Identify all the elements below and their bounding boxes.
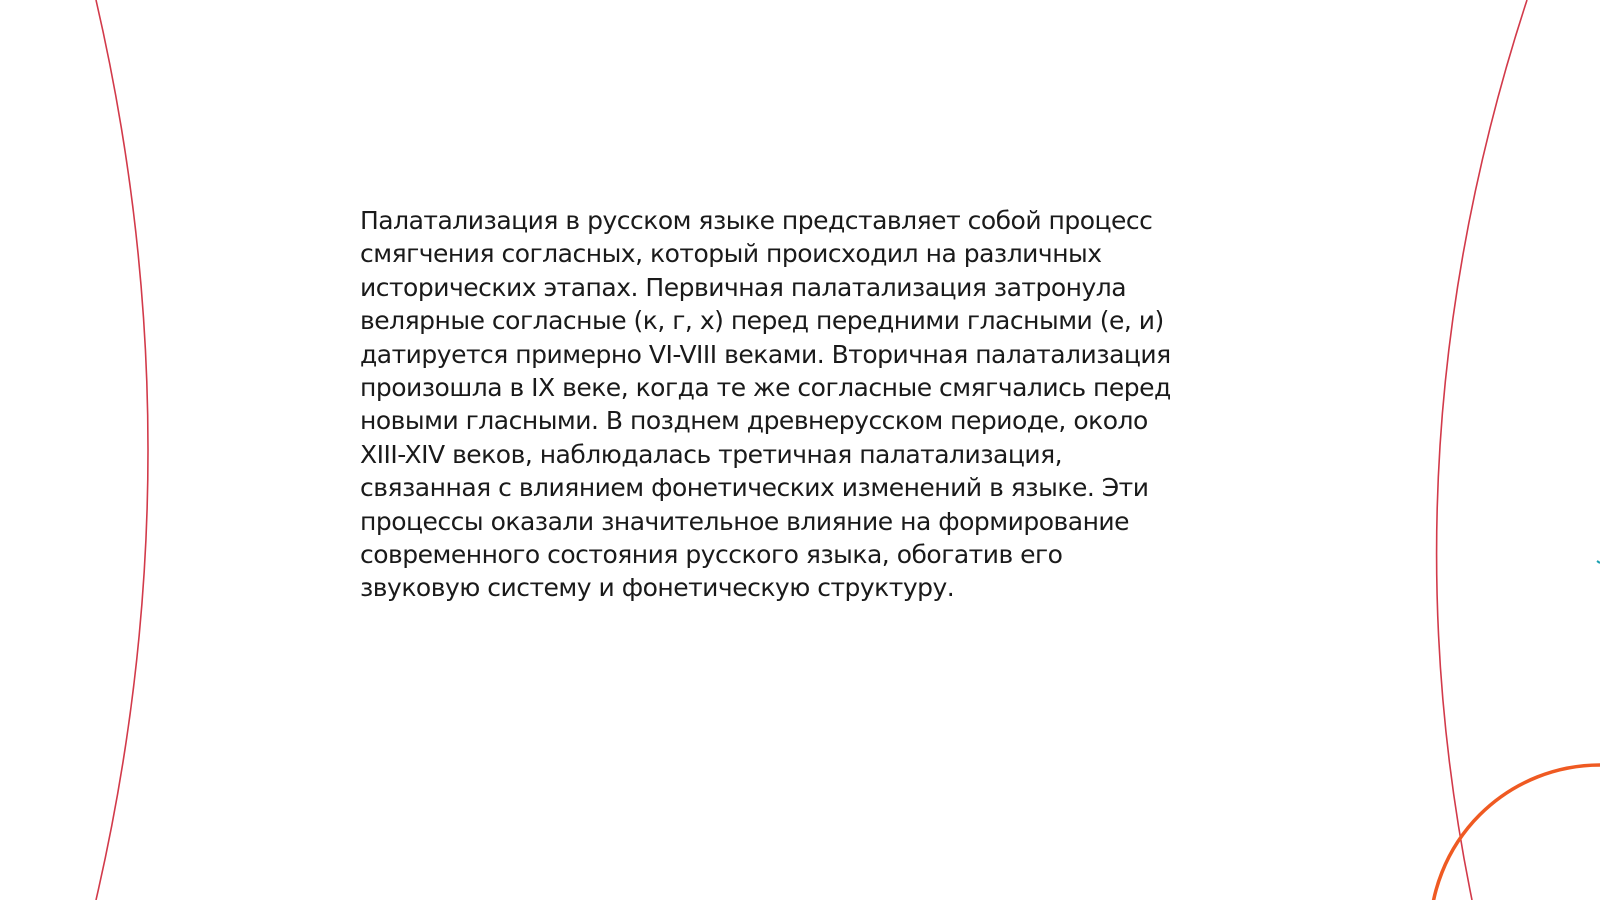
paragraph-line: современного состояния русского языка, обогатив его xyxy=(360,540,1063,570)
body-paragraph xyxy=(360,204,1260,605)
right-arc-decoration xyxy=(1437,0,1527,900)
left-arc-decoration xyxy=(96,0,148,900)
paragraph-line: связанная с влиянием фонетических изменений в языке. Эти xyxy=(360,473,1149,503)
paragraph-line: звуковую систему и фонетическую структуру. xyxy=(360,573,955,603)
paragraph-line: датируется примерно VI-VIII веками. Вторичная палатализация xyxy=(360,339,1171,369)
text-content xyxy=(360,204,1260,605)
paragraph-line: исторических этапах. Первичная палатализация затронула xyxy=(360,272,1127,302)
paragraph-line: Палатализация в русском языке представляет собой процесс xyxy=(360,206,1153,235)
paragraph-line: произошла в IX веке, когда те же согласные смягчались перед xyxy=(360,373,1171,403)
paragraph-line: XIII-XIV веков, наблюдалась третичная палатализация, xyxy=(360,439,1063,469)
paragraph-line: велярные согласные (к, г, х) перед передними гласными (е, и) xyxy=(360,306,1164,336)
paragraph-line: смягчения согласных, который происходил на различных xyxy=(360,239,1102,269)
orange-circle-decoration xyxy=(1430,765,1600,900)
paragraph-line: новыми гласными. В позднем древнерусском периоде, около xyxy=(360,406,1148,436)
paragraph-line: процессы оказали значительное влияние на формирование xyxy=(360,506,1130,536)
